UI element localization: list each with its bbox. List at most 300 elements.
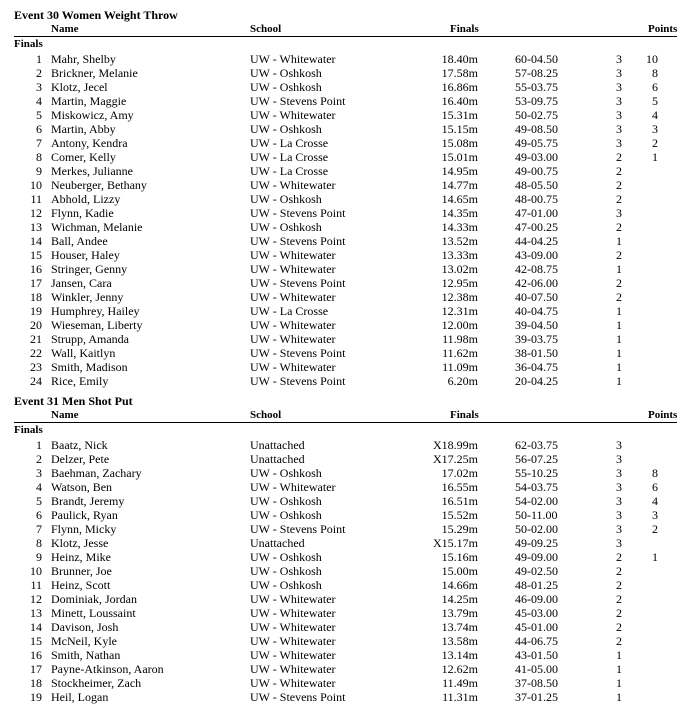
cell-name: Baatz, Nick	[51, 438, 108, 452]
table-row	[0, 508, 683, 522]
cell-points: 4	[652, 494, 658, 508]
cell-final: 16.51m	[441, 494, 478, 508]
cell-final: 14.95m	[441, 164, 478, 178]
cell-final: 11.49m	[442, 676, 478, 690]
cell-final: 11.62m	[442, 346, 478, 360]
cell-final: 15.08m	[441, 136, 478, 150]
cell-conv: 45-01.00	[515, 620, 558, 634]
cell-conv: 60-04.50	[515, 52, 558, 66]
cell-conv: 38-01.50	[515, 346, 558, 360]
cell-place: 6	[36, 508, 42, 522]
cell-place: 7	[36, 136, 42, 150]
cell-conv: 39-03.75	[515, 332, 558, 346]
cell-place: 20	[30, 318, 42, 332]
cell-school: UW - Stevens Point	[250, 346, 346, 360]
cell-conv: 62-03.75	[515, 438, 558, 452]
header-finals: Finals	[450, 409, 479, 421]
cell-flight: 3	[616, 508, 622, 522]
cell-flight: 3	[616, 206, 622, 220]
table-row	[0, 550, 683, 564]
cell-final: 14.35m	[441, 206, 478, 220]
cell-place: 12	[30, 206, 42, 220]
cell-school: UW - Stevens Point	[250, 94, 346, 108]
cell-final: 12.62m	[441, 662, 478, 676]
cell-name: Jansen, Cara	[51, 276, 112, 290]
table-row	[0, 150, 683, 164]
event-title: Event 31 Men Shot Put	[14, 394, 133, 408]
cell-name: Winkler, Jenny	[51, 290, 124, 304]
table-row	[0, 360, 683, 374]
cell-points: 8	[652, 466, 658, 480]
cell-conv: 49-08.50	[515, 122, 558, 136]
cell-flight: 2	[616, 192, 622, 206]
cell-conv: 45-03.00	[515, 606, 558, 620]
cell-school: UW - Whitewater	[250, 290, 336, 304]
cell-name: Neuberger, Bethany	[51, 178, 147, 192]
cell-conv: 49-03.00	[515, 150, 558, 164]
table-row	[0, 66, 683, 80]
cell-school: UW - Whitewater	[250, 318, 336, 332]
cell-school: UW - Whitewater	[250, 662, 336, 676]
cell-flight: 1	[616, 332, 622, 346]
cell-place: 13	[30, 606, 42, 620]
cell-place: 19	[30, 690, 42, 704]
cell-school: UW - Whitewater	[250, 360, 336, 374]
cell-school: UW - La Crosse	[250, 150, 329, 164]
header-school: School	[250, 409, 282, 421]
cell-final: 14.25m	[441, 592, 478, 606]
cell-place: 10	[30, 564, 42, 578]
cell-final: 15.31m	[441, 108, 478, 122]
cell-place: 21	[30, 332, 42, 346]
cell-school: UW - Whitewater	[250, 620, 336, 634]
cell-flight: 1	[616, 690, 622, 704]
cell-name: Heil, Logan	[51, 690, 109, 704]
header-points: Points	[648, 409, 678, 421]
cell-school: UW - Stevens Point	[250, 206, 346, 220]
cell-name: Humphrey, Hailey	[51, 304, 140, 318]
cell-school: UW - Oshkosh	[250, 494, 322, 508]
table-row	[0, 648, 683, 662]
cell-final: 11.98m	[442, 332, 478, 346]
cell-points: 6	[652, 80, 658, 94]
table-row	[0, 536, 683, 550]
cell-conv: 44-04.25	[515, 234, 558, 248]
cell-place: 5	[36, 494, 42, 508]
cell-name: Wieseman, Liberty	[51, 318, 143, 332]
cell-name: Klotz, Jecel	[51, 80, 108, 94]
cell-final: 15.16m	[441, 550, 478, 564]
table-row	[0, 690, 683, 704]
cell-school: UW - Oshkosh	[250, 80, 322, 94]
cell-name: Abhold, Lizzy	[51, 192, 121, 206]
cell-final: 15.01m	[441, 150, 478, 164]
cell-conv: 50-02.75	[515, 108, 558, 122]
cell-name: Ball, Andee	[51, 234, 108, 248]
cell-conv: 42-06.00	[515, 276, 558, 290]
cell-conv: 57-08.25	[515, 66, 558, 80]
cell-conv: 50-11.00	[515, 508, 558, 522]
cell-flight: 2	[616, 220, 622, 234]
table-row	[0, 318, 683, 332]
cell-conv: 48-01.25	[515, 578, 558, 592]
cell-flight: 1	[616, 262, 622, 276]
cell-flight: 2	[616, 606, 622, 620]
cell-final: 18.40m	[441, 52, 478, 66]
cell-name: Brunner, Joe	[51, 564, 112, 578]
cell-final: 15.00m	[441, 564, 478, 578]
table-row	[0, 634, 683, 648]
cell-school: UW - Whitewater	[250, 178, 336, 192]
table-row	[0, 108, 683, 122]
cell-place: 11	[30, 192, 42, 206]
table-row	[0, 80, 683, 94]
cell-school: UW - Oshkosh	[250, 220, 322, 234]
table-row	[0, 332, 683, 346]
cell-flight: 2	[616, 290, 622, 304]
cell-place: 17	[30, 276, 42, 290]
cell-name: Brandt, Jeremy	[51, 494, 125, 508]
cell-school: Unattached	[250, 536, 305, 550]
cell-name: Martin, Maggie	[51, 94, 127, 108]
cell-place: 15	[30, 634, 42, 648]
cell-name: Wichman, Melanie	[51, 220, 143, 234]
cell-place: 9	[36, 164, 42, 178]
cell-place: 23	[30, 360, 42, 374]
cell-name: Payne-Atkinson, Aaron	[51, 662, 164, 676]
cell-flight: 1	[616, 360, 622, 374]
cell-school: UW - Whitewater	[250, 108, 336, 122]
cell-final: 13.74m	[441, 620, 478, 634]
cell-flight: 3	[616, 452, 622, 466]
cell-place: 1	[36, 438, 42, 452]
cell-final: 13.79m	[441, 606, 478, 620]
cell-name: Watson, Ben	[51, 480, 113, 494]
cell-school: UW - Whitewater	[250, 634, 336, 648]
cell-conv: 42-08.75	[515, 262, 558, 276]
cell-conv: 20-04.25	[515, 374, 558, 388]
cell-final: 15.52m	[441, 508, 478, 522]
table-row	[0, 234, 683, 248]
table-row	[0, 676, 683, 690]
cell-final: X17.25m	[433, 452, 478, 466]
cell-conv: 53-09.75	[515, 94, 558, 108]
cell-final: 13.14m	[441, 648, 478, 662]
cell-place: 8	[36, 536, 42, 550]
table-row	[0, 564, 683, 578]
cell-flight: 1	[616, 676, 622, 690]
cell-flight: 2	[616, 150, 622, 164]
cell-final: 16.55m	[441, 480, 478, 494]
cell-name: Baehman, Zachary	[51, 466, 142, 480]
round-label: Finals	[14, 38, 43, 50]
table-row	[0, 452, 683, 466]
cell-final: 11.09m	[442, 360, 478, 374]
cell-conv: 39-04.50	[515, 318, 558, 332]
cell-school: UW - Stevens Point	[250, 234, 346, 248]
header-points: Points	[648, 23, 678, 35]
cell-place: 6	[36, 122, 42, 136]
cell-name: Strupp, Amanda	[51, 332, 129, 346]
cell-flight: 3	[616, 466, 622, 480]
cell-points: 5	[652, 94, 658, 108]
table-row	[0, 248, 683, 262]
cell-school: UW - La Crosse	[250, 304, 329, 318]
cell-conv: 44-06.75	[515, 634, 558, 648]
cell-final: 15.29m	[441, 522, 478, 536]
cell-final: 13.33m	[441, 248, 478, 262]
table-row	[0, 480, 683, 494]
table-row	[0, 592, 683, 606]
cell-final: 15.15m	[441, 122, 478, 136]
cell-final: 12.38m	[441, 290, 478, 304]
cell-place: 24	[30, 374, 42, 388]
cell-flight: 2	[616, 592, 622, 606]
cell-school: UW - Whitewater	[250, 648, 336, 662]
event-title: Event 30 Women Weight Throw	[14, 8, 178, 22]
cell-conv: 48-05.50	[515, 178, 558, 192]
cell-flight: 3	[616, 136, 622, 150]
cell-final: 16.86m	[441, 80, 478, 94]
cell-place: 11	[30, 578, 42, 592]
cell-school: UW - La Crosse	[250, 136, 329, 150]
cell-conv: 50-02.00	[515, 522, 558, 536]
cell-points: 6	[652, 480, 658, 494]
cell-name: Davison, Josh	[51, 620, 119, 634]
table-row	[0, 374, 683, 388]
table-row	[0, 346, 683, 360]
table-row	[0, 94, 683, 108]
cell-final: 13.58m	[441, 634, 478, 648]
cell-place: 8	[36, 150, 42, 164]
cell-flight: 3	[616, 52, 622, 66]
cell-place: 18	[30, 676, 42, 690]
cell-school: UW - La Crosse	[250, 164, 329, 178]
cell-school: UW - Oshkosh	[250, 564, 322, 578]
cell-flight: 3	[616, 122, 622, 136]
cell-flight: 3	[616, 66, 622, 80]
header-name: Name	[51, 23, 79, 35]
cell-place: 7	[36, 522, 42, 536]
cell-name: Wall, Kaitlyn	[51, 346, 116, 360]
cell-flight: 1	[616, 648, 622, 662]
cell-name: Stringer, Genny	[51, 262, 128, 276]
cell-school: UW - Oshkosh	[250, 466, 322, 480]
cell-final: 17.58m	[441, 66, 478, 80]
cell-conv: 54-02.00	[515, 494, 558, 508]
table-row	[0, 620, 683, 634]
table-row	[0, 206, 683, 220]
round-label: Finals	[14, 424, 43, 436]
cell-points: 3	[652, 122, 658, 136]
table-row	[0, 192, 683, 206]
table-row	[0, 438, 683, 452]
cell-place: 2	[36, 66, 42, 80]
cell-conv: 54-03.75	[515, 480, 558, 494]
cell-flight: 3	[616, 494, 622, 508]
cell-points: 3	[652, 508, 658, 522]
table-row	[0, 522, 683, 536]
cell-points: 1	[652, 550, 658, 564]
cell-flight: 1	[616, 346, 622, 360]
cell-school: UW - Whitewater	[250, 332, 336, 346]
cell-conv: 40-04.75	[515, 304, 558, 318]
cell-name: Antony, Kendra	[51, 136, 128, 150]
cell-school: UW - Whitewater	[250, 676, 336, 690]
cell-name: Stockheimer, Zach	[51, 676, 142, 690]
table-row	[0, 606, 683, 620]
cell-flight: 2	[616, 634, 622, 648]
header-name: Name	[51, 409, 79, 421]
cell-conv: 56-07.25	[515, 452, 558, 466]
cell-flight: 2	[616, 248, 622, 262]
table-row	[0, 220, 683, 234]
cell-flight: 3	[616, 522, 622, 536]
cell-conv: 37-01.25	[515, 690, 558, 704]
cell-school: Unattached	[250, 438, 305, 452]
cell-place: 16	[30, 262, 42, 276]
table-row	[0, 578, 683, 592]
cell-flight: 1	[616, 318, 622, 332]
cell-points: 1	[652, 150, 658, 164]
table-row	[0, 276, 683, 290]
cell-flight: 3	[616, 438, 622, 452]
header-finals: Finals	[450, 23, 479, 35]
table-row	[0, 662, 683, 676]
cell-name: Merkes, Julianne	[51, 164, 133, 178]
cell-place: 16	[30, 648, 42, 662]
cell-flight: 3	[616, 480, 622, 494]
cell-points: 4	[652, 108, 658, 122]
cell-place: 15	[30, 248, 42, 262]
cell-school: UW - Oshkosh	[250, 550, 322, 564]
cell-final: 14.65m	[441, 192, 478, 206]
cell-final: 14.66m	[441, 578, 478, 592]
cell-points: 10	[646, 52, 658, 66]
cell-school: UW - Oshkosh	[250, 66, 322, 80]
header-school: School	[250, 23, 282, 35]
cell-name: Rice, Emily	[51, 374, 109, 388]
cell-place: 14	[30, 620, 42, 634]
cell-flight: 2	[616, 564, 622, 578]
cell-points: 8	[652, 66, 658, 80]
table-row	[0, 290, 683, 304]
cell-flight: 2	[616, 550, 622, 564]
table-row	[0, 178, 683, 192]
header-divider	[14, 36, 677, 37]
cell-name: Heinz, Mike	[51, 550, 111, 564]
cell-name: Miskowicz, Amy	[51, 108, 134, 122]
cell-final: 14.33m	[441, 220, 478, 234]
cell-name: Comer, Kelly	[51, 150, 116, 164]
cell-school: UW - Stevens Point	[250, 690, 346, 704]
cell-name: Houser, Haley	[51, 248, 120, 262]
cell-points: 2	[652, 522, 658, 536]
cell-conv: 49-05.75	[515, 136, 558, 150]
header-divider	[14, 422, 677, 423]
cell-place: 4	[36, 94, 42, 108]
cell-flight: 3	[616, 94, 622, 108]
cell-school: UW - Whitewater	[250, 52, 336, 66]
table-row	[0, 262, 683, 276]
cell-school: UW - Whitewater	[250, 480, 336, 494]
table-row	[0, 304, 683, 318]
table-row	[0, 52, 683, 66]
cell-flight: 2	[616, 578, 622, 592]
cell-place: 3	[36, 80, 42, 94]
cell-final: X18.99m	[433, 438, 478, 452]
cell-place: 22	[30, 346, 42, 360]
cell-place: 19	[30, 304, 42, 318]
cell-school: Unattached	[250, 452, 305, 466]
cell-name: Smith, Madison	[51, 360, 128, 374]
cell-school: UW - Oshkosh	[250, 508, 322, 522]
cell-flight: 2	[616, 178, 622, 192]
table-row	[0, 164, 683, 178]
cell-conv: 46-09.00	[515, 592, 558, 606]
cell-school: UW - Whitewater	[250, 248, 336, 262]
cell-conv: 55-10.25	[515, 466, 558, 480]
cell-final: 16.40m	[441, 94, 478, 108]
cell-conv: 47-00.25	[515, 220, 558, 234]
cell-name: Klotz, Jesse	[51, 536, 109, 550]
cell-conv: 40-07.50	[515, 290, 558, 304]
cell-school: UW - Oshkosh	[250, 122, 322, 136]
cell-name: Delzer, Pete	[51, 452, 110, 466]
cell-conv: 49-09.00	[515, 550, 558, 564]
cell-school: UW - Oshkosh	[250, 192, 322, 206]
cell-conv: 37-08.50	[515, 676, 558, 690]
cell-place: 17	[30, 662, 42, 676]
cell-conv: 48-00.75	[515, 192, 558, 206]
cell-place: 10	[30, 178, 42, 192]
cell-place: 14	[30, 234, 42, 248]
cell-points: 2	[652, 136, 658, 150]
cell-name: Heinz, Scott	[51, 578, 111, 592]
cell-conv: 49-02.50	[515, 564, 558, 578]
cell-place: 9	[36, 550, 42, 564]
cell-place: 2	[36, 452, 42, 466]
cell-school: UW - Oshkosh	[250, 578, 322, 592]
cell-final: 6.20m	[447, 374, 478, 388]
cell-school: UW - Stevens Point	[250, 522, 346, 536]
cell-place: 12	[30, 592, 42, 606]
cell-final: 17.02m	[441, 466, 478, 480]
cell-conv: 36-04.75	[515, 360, 558, 374]
cell-final: X15.17m	[433, 536, 478, 550]
cell-flight: 2	[616, 620, 622, 634]
cell-conv: 49-09.25	[515, 536, 558, 550]
cell-place: 1	[36, 52, 42, 66]
cell-place: 13	[30, 220, 42, 234]
cell-name: Flynn, Micky	[51, 522, 117, 536]
cell-conv: 43-01.50	[515, 648, 558, 662]
table-row	[0, 122, 683, 136]
cell-conv: 49-00.75	[515, 164, 558, 178]
cell-name: Dominiak, Jordan	[51, 592, 137, 606]
cell-place: 18	[30, 290, 42, 304]
cell-flight: 3	[616, 536, 622, 550]
cell-flight: 1	[616, 374, 622, 388]
cell-school: UW - Whitewater	[250, 606, 336, 620]
cell-conv: 41-05.00	[515, 662, 558, 676]
cell-final: 13.52m	[441, 234, 478, 248]
cell-name: McNeil, Kyle	[51, 634, 117, 648]
cell-name: Minett, Loussaint	[51, 606, 136, 620]
cell-name: Martin, Abby	[51, 122, 116, 136]
cell-flight: 2	[616, 164, 622, 178]
cell-place: 5	[36, 108, 42, 122]
